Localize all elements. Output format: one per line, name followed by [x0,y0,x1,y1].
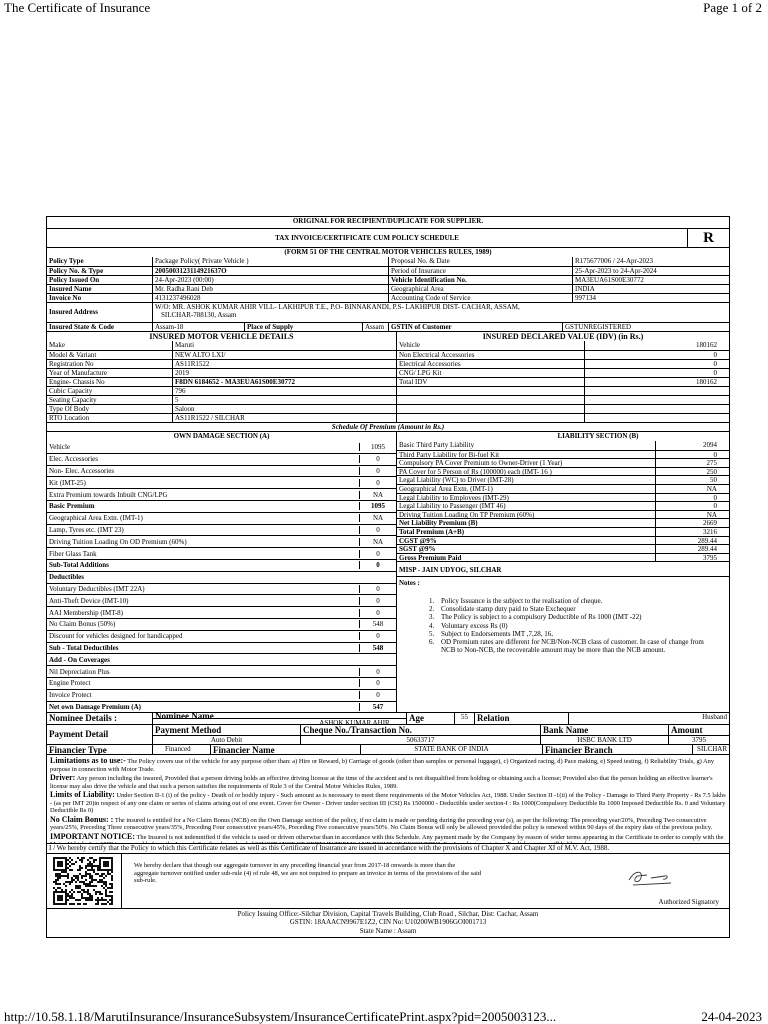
policy-label: Policy Issued On [49,276,100,284]
address-line-1: W/O: MR. ASHOK KUMAR AHIR VILL- LAKHIPUR T.E., P.O- BINNAKANDI, P.S- LAKHIPUR DIST- CACHAR, ASSAM, [155,303,520,311]
liability-label: SGST @9% [399,545,436,553]
liability-row [397,510,729,519]
vehicle-row [47,341,729,350]
certification-row [47,843,729,853]
policy-row [47,266,729,275]
od-label: Fiber Glass Tank [49,549,97,558]
insured-address-row [47,302,729,322]
note-text: Consolidate stamp duty paid to State Exchequer [441,605,576,614]
no-claim-bonus-heading: No Claim Bonus: : [50,814,114,824]
note-text: Subject to Endorsements IMT ,7,28, 16, [441,629,554,638]
liability-row [397,450,729,459]
od-value: 0 [359,597,396,605]
vehicle-row [47,404,729,413]
liability-value: 0 [655,494,729,502]
bank-name-label: Bank Name [541,725,668,736]
driver-text: Any person including the insured, Provided that a person driving holds an effective driving license at the time of the accident and is not disqualified from holding or obtaining such a license; Provided also that the person holding an effective learner's license may also drive the vehicle and that such a person satisfies the requirements of Rule 3 of the Central Motor Vehicles Rules, 1989. [50,775,713,790]
important-notice-heading: IMPORTANT NOTICE: [50,831,135,841]
od-value: 1095 [359,443,396,451]
limitations-heading: Limitations as to use:- [50,756,126,765]
liability-label: Legal Liability to Passenger (IMT 46) [399,502,506,510]
nominee-name-cell [152,713,406,724]
vehicle-row [47,377,729,386]
liability-label: Gross Premium Paid [399,553,462,562]
policy-value: 2005003123114921637O [152,267,388,275]
vehicle-row [47,395,729,404]
od-value: 0 [359,632,396,640]
liability-title: LIABILITY SECTION (B) [557,432,639,440]
policy-value-2: 25-Apr-2023 to 24-Apr-2024 [572,267,729,275]
idv-label [396,396,584,404]
od-row [47,559,396,571]
od-row [47,677,396,689]
liability-value: 289.44 [655,545,729,553]
od-label: AAI Membership (IMT-8) [49,608,124,617]
od-value: 547 [359,703,396,711]
idv-value: 0 [584,369,729,377]
note-text: NCB to Non-NCB, the recoverable amount may be more than the NCB amount. [441,645,666,654]
note-number: 5. [429,629,435,638]
bank-name-value: HSBC BANK LTD [577,736,632,744]
tax-invoice-row [47,228,729,247]
od-label: Kit (IMT-25) [49,478,86,487]
liability-label: Compulsory PA Cover Premium to Owner-Driver (1 Year) [399,459,563,467]
amount-cell [668,725,729,744]
policy-value: Package Policy( Private Vehicle ) [152,257,388,266]
notes-list [399,597,727,653]
od-value: 0 [359,691,396,699]
vehicle-label: Model & Variant [49,351,97,359]
od-row [47,701,396,712]
liability-value: 250 [655,468,729,476]
policy-label: Policy Type [49,257,84,265]
od-value: NA [359,538,396,546]
od-label: Anti-Theft Device (IMT-10) [49,596,129,605]
od-value: 0 [359,561,396,569]
od-value: 0 [359,609,396,617]
relation-label: Relation [474,713,568,724]
od-label: Lamp, Tyres etc. (IMT 23) [49,525,124,534]
liability-label: Driving Tuition Loading On TP Premium (60%) [399,510,535,519]
od-label: Invoice Protect [49,691,92,700]
policy-value: 4131237496028 [152,294,388,302]
liability-value: 3795 [655,554,729,562]
liability-row [397,553,729,562]
payment-method-cell [152,725,300,744]
premium-section [47,431,729,712]
policy-value-2: MA3EUA61S00E30772 [572,276,729,284]
liability-label: Legal Liability (WC) to Driver (IMT-28) [399,476,514,484]
idv-label: Non Electrical Accessories [396,351,584,359]
od-row [47,488,396,500]
liability-row [397,458,729,467]
payment-method-label: Payment Method [153,725,300,736]
misp-name: MISP - JAIN UDYOG, SILCHAR [397,561,729,576]
note-text: Voluntary excess Rs (0) [441,621,508,630]
gstin-label: GSTIN of Customer [388,323,562,331]
vehicle-value: Maruti [172,341,396,350]
liability-value: 3216 [655,528,729,536]
authorized-signatory: Authorized Signatory [658,897,719,906]
qr-code-graphic [53,857,113,905]
od-label: Non- Elec. Accessories [49,466,115,475]
age-label: Age [406,713,454,724]
od-row [47,441,396,453]
note-text: The Policy is subject to a compulsory Deductible of Rs 1000 (IMT -22) [441,613,642,622]
note-number: 3. [429,613,435,622]
signature-graphic [621,866,681,888]
vehicle-title-row [47,331,729,341]
policy-value: 24-Apr-2023 (00:00) [152,276,388,284]
note-item [429,605,727,613]
declaration-text: We hereby declare that though our aggregate turnover in any preceding financial year from 2017-18 onwards is more than the aggregate turnover notified under sub-rule (4) of rule 48, we are not required to prepare an invoice in terms of the provisions of the said sub-rule. [121,854,551,908]
od-label: Vehicle [49,442,70,451]
insured-address-value [152,303,729,322]
page-number: Page 1 of 2 [703,0,762,15]
liability-row [397,467,729,476]
vehicle-row [47,386,729,395]
financier-branch-label: Financier Branch [542,745,692,754]
od-row [47,594,396,606]
od-value: 0 [359,479,396,487]
idv-label: Electrical Accessories [396,360,584,368]
liability-label: Total Premium (A+B) [399,527,465,536]
idv-value: 0 [584,351,729,359]
schedule-title: Schedule Of Premium (Amount in Rs.) [331,423,445,431]
idv-value [584,396,729,404]
liability-value: 2669 [655,519,729,527]
od-label: Voluntary Deductibles (IMT 22A) [49,584,145,593]
liability-row [397,475,729,484]
liability-label: Basic Third Party Liability [399,441,475,449]
note-item [429,638,727,646]
form-heading: (FORM 51 OF THE CENTRAL MOTOR VEHICLES RULES, 1989) [284,248,492,256]
liability-value: 50 [655,476,729,484]
liability-label: Third Party Liability for Bi-fuel Kit [399,450,500,459]
vehicle-label: Make [49,341,65,349]
financier-branch-value: SILCHAR [692,745,729,754]
od-row [47,653,396,665]
vehicle-label: Engine- Chassis No [49,378,105,386]
tax-invoice-heading: TAX INVOICE/CERTIFICATE CUM POLICY SCHEDULE [275,234,459,242]
od-row [47,524,396,536]
od-value: 0 [359,679,396,687]
od-row [47,618,396,630]
od-value: 548 [359,620,396,628]
idv-label [396,414,584,422]
notes-title: Notes : [399,579,420,588]
note-item [429,597,727,605]
policy-details [47,257,729,302]
liability-value: 289.44 [655,537,729,545]
od-label: Extra Premium towards Inbuilt CNG/LPG [49,490,168,499]
liability-row [397,493,729,502]
own-damage-section [47,432,396,712]
od-row [47,547,396,559]
declaration-row [47,853,729,908]
od-row [47,571,396,583]
vehicle-details [47,341,729,422]
own-damage-rows [47,441,396,712]
policy-label-2: Period of Insurance [388,267,572,275]
od-row [47,665,396,677]
od-row [47,476,396,488]
od-label: Geographical Area Extn. (IMT-1) [49,514,143,523]
od-value: 0 [359,455,396,463]
od-row [47,583,396,595]
financier-type-value: Financed [152,745,210,754]
liability-value: 275 [655,459,729,467]
idv-title: INSURED DECLARED VALUE (IDV) (in Rs.) [396,332,729,341]
vehicle-value: 796 [172,387,396,395]
note-item [429,646,727,654]
policy-row [47,257,729,266]
od-row [47,642,396,654]
qr-code [47,854,121,908]
office-row [47,908,729,937]
od-label: Deductibles [49,573,84,582]
nominee-row [47,712,729,724]
vehicle-value: Saloon [172,405,396,413]
vehicle-row [47,413,729,422]
policy-label: Invoice No [49,294,82,302]
insured-state-label: Insured State & Code [49,323,115,331]
idv-label: Total IDV [396,378,584,386]
liability-label: Geographical Area Extn. (IMT-1) [399,484,493,493]
no-claim-bonus-text: The insured is entitled for a No Claim Bonus (NCB) on the Own Damage section of the policy, if no claim is made or pending during the preceding year (s), as per the following: The preceding year/20%, Preceding Two consecutive years/25%, Preceding Three consecutive years/35%, Preceding Four consecutive years/45%, Preceding Five consecutive years/50%. No Claim Bonus will only be allowed provided the policy is renewed within 90 days of the expiry date of the previous policy. [50,816,713,832]
payment-detail-label: Payment Detail [49,729,109,739]
od-label: Engine Protect [49,679,91,688]
cheque-value: 50633717 [406,736,435,744]
page-header-title: The Certificate of Insurance [4,0,151,15]
od-value: NA [359,514,396,522]
form-row [47,247,729,257]
policy-label: Policy No. & Type [49,267,104,275]
note-number: 1. [429,597,435,606]
od-value: 0 [359,467,396,475]
od-row [47,689,396,701]
relation-value: Husband [568,713,729,724]
od-value: 0 [359,585,396,593]
idv-label: CNG/ LPG Kit [396,369,584,377]
od-label: Sub-Total Additions [49,561,109,570]
vehicle-row [47,368,729,377]
vehicle-label: Year of Manufacture [49,369,107,377]
limits-of-liability-text: Under Section II-1 (i) of the policy - Death of or bodily injury - Such amount as is necessary to meet there requirements of the Motor Vehicles Act, 1988. Under Section II -1(ii) of the Policy - Damage to Third Party Property - Rs 7.5 lakhs - (as per IMT 20)in respect of any one claim or series of claims arising out of one event. Cover for Owner - Driver under section III (CSI) Rs 1500000 - Deductible under section-I : Rs 1000(Compulsory Deductible Rs 1000 Imposed Deductible Rs. 0 and Voluntary Deductible Rs 0) [50,792,726,815]
place-of-supply-value: Assam [362,323,388,331]
insurance-certificate [46,216,730,938]
vehicle-details-title: INSURED MOTOR VEHICLE DETAILS [149,332,294,341]
od-row [47,630,396,642]
note-number [429,646,441,654]
payment-row [47,724,729,744]
note-number: 6. [429,637,435,646]
od-label: No Claim Bonus (50%) [49,620,116,629]
od-value: 0 [359,526,396,534]
financier-name-label: Financier Name [210,745,360,754]
od-label: Elec. Accessories [49,455,98,464]
od-value: 1095 [359,502,396,510]
od-value: 0 [359,668,396,676]
liability-value: 2094 [655,441,729,450]
gstin-value: GSTUNREGISTERED [562,323,729,331]
amount-value: 3795 [692,736,706,744]
note-number: 2. [429,605,435,614]
od-value: 548 [359,644,396,652]
state-name: State Name : Assam [359,926,417,935]
vehicle-label: Registration No [49,360,94,368]
idv-label [396,387,584,395]
policy-label-2: Proposal No. & Date [388,257,572,266]
financier-name-value: STATE BANK OF INDIA [360,745,542,754]
vehicle-label: Type Of Body [49,405,89,413]
cheque-label: Cheque No./Transaction No. [301,725,540,736]
footer-date: 24-04-2023 [701,1009,762,1024]
od-label: Discount for vehicles designed for handicapped [49,632,183,641]
important-notice-text: The Insured is not indemnified if the vehicle is used or driven otherwise than in accordance with this Schedule. Any payment made by the Company by reason of wider terms appearing in the Certificate in order to comply with the [136,833,724,841]
signature-block [551,854,729,908]
vehicle-row [47,359,729,368]
liability-row [397,518,729,527]
liability-value: 0 [655,451,729,459]
policy-value-2: INDIA [572,285,729,293]
policy-value-2: 997134 [572,294,729,302]
vehicle-row [47,350,729,359]
idv-value: 180162 [584,378,729,386]
liability-label: CGST @9% [399,536,437,545]
own-damage-title: OWN DAMAGE SECTION (A) [173,432,270,440]
vehicle-value: AS11R1522 [172,360,396,368]
vehicle-value: F8DN 6184652 - MA3EUA61S00E30772 [172,378,396,386]
od-label: Nil Depreciation Plus [49,667,110,676]
financier-row [47,744,729,754]
vehicle-value: 5 [172,396,396,404]
policy-label-2: Accounting Code of Service [388,294,572,302]
idv-value [584,405,729,413]
insured-address-label: Insured Address [49,308,98,316]
amount-label: Amount [669,725,729,736]
od-label: Add - On Coverages [49,655,110,664]
note-text: OD Premium rates are different for NCB/Non-NCB class of customer. In case of change from [441,637,704,646]
liability-label: Net Liability Premium (B) [399,519,478,527]
gstin-cin: GSTIN: 18AAACN9967E1Z2, CIN No: U10200WB1906GOI001713 [289,918,487,927]
policy-label-2: Vehicle Identification No. [388,276,572,284]
liability-row [397,441,729,450]
schedule-row [47,422,729,431]
policy-row [47,284,729,293]
idv-value [584,387,729,395]
limits-of-liability-heading: Limits of Liability: [50,790,115,800]
terms-block [47,754,729,843]
footer-url[interactable]: http://10.58.1.18/MarutiInsurance/InsuranceSubsystem/InsuranceCertificatePrint.aspx?pid=2005003123... [4,1009,557,1024]
bank-cell [540,725,668,744]
od-label: Sub - Total Deductibles [49,643,119,652]
policy-label: Insured Name [49,285,92,293]
copy-badge: R [687,229,729,247]
note-text: Policy Issuance is the subject to the realisation of cheque. [441,597,603,606]
insured-state-value: Assam-18 [152,323,244,331]
vehicle-value: AS11R1522 / SILCHAR [172,414,396,422]
cheque-cell [300,725,540,744]
age-value: 55 [454,713,474,724]
liability-value: NA [655,485,729,493]
original-heading: ORIGINAL FOR RECIPIENT/DUPLICATE FOR SUPPLIER. [292,217,484,225]
nominee-name: ASHOK KUMAR AHIR [319,719,390,724]
policy-value: Mr. Radha Rani Deb [152,285,388,293]
idv-value: 0 [584,360,729,368]
liability-label: PA Cover for 5 Person of Rs (100000) each (IMT- 16 ) [399,467,552,476]
note-number: 4. [429,621,435,630]
od-row [47,500,396,512]
original-row [47,217,729,228]
liability-value: 0 [655,502,729,510]
financier-type-label: Financier Type [49,745,107,754]
od-label: Basic Premium [49,502,95,511]
policy-value-2: R175677006 / 24-Apr-2023 [572,257,729,266]
address-line-2: SILCHAR-788130, Assam [161,311,237,320]
od-row [47,535,396,547]
insured-state-row [47,322,729,331]
liability-row [397,536,729,545]
idv-value [584,414,729,422]
note-item [429,622,727,630]
od-row [47,606,396,618]
od-value: NA [359,491,396,499]
issuing-office: Policy Issuing Office:-Silchar Division, Capital Travels Building, Club Road , Silchar, Dist: Cachar, Assam [237,910,539,918]
policy-label-2: Geographical Area [388,285,572,293]
idv-label [396,405,584,413]
od-label: Driving Tuition Loading On OD Premium (60%) [49,537,187,546]
liability-rows [397,441,729,561]
vehicle-value: 2019 [172,369,396,377]
place-of-supply-label: Place of Supply [244,323,362,331]
vehicle-value: NEW ALTO LXI/ [172,351,396,359]
note-item [429,613,727,621]
policy-row [47,293,729,302]
liability-row [397,544,729,553]
liability-label: Legal Liability to Employees (IMT-29) [399,493,509,502]
liability-value: NA [655,511,729,519]
idv-label: Vehicle [396,341,584,350]
limitations-text: The Policy covers use of the vehicle for any purpose other than: a) Hire or Reward, b) Carriage of goods (other than samples or personal luggage), c) Organized racing, d) Pace making, e) Speed testing, f) Reliability Trials, g) Any purpose in connection with Motor Trade. [50,758,715,773]
nominee-name-label: Nominee Name [153,713,406,719]
idv-value: 180162 [584,341,729,350]
od-label: Net own Damage Premium (A) [49,702,142,711]
driver-heading: Driver: [50,773,76,783]
liability-row [397,501,729,510]
od-row [47,512,396,524]
od-value: 0 [359,550,396,558]
od-row [47,453,396,465]
vehicle-label: Seating Capacity [49,396,97,404]
liability-row [397,484,729,493]
vehicle-label: Cubic Capacity [49,387,93,395]
liability-row [397,527,729,536]
certification-text: I / We hereby certify that the Policy to which this Certificate relates as well as this Certificate of Insurance are issued in accordance with the provisions of Chapter X and Chapter XI of M.V. Act, 1988. [49,844,610,852]
payment-method-value: Auto Debit [210,736,243,744]
od-row [47,465,396,477]
note-item [429,630,727,638]
nominee-details-label: Nominee Details : [49,713,117,723]
policy-row [47,275,729,284]
vehicle-label: RTO Location [49,414,90,422]
liability-section [396,432,729,712]
